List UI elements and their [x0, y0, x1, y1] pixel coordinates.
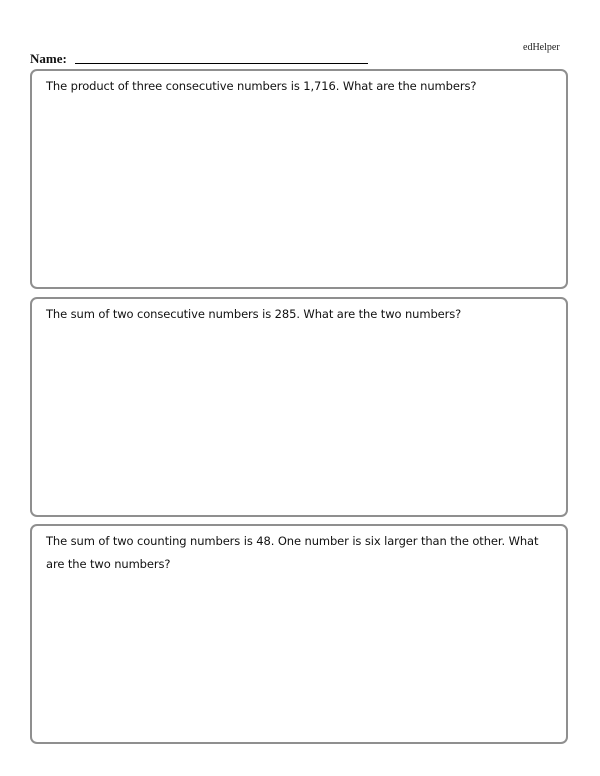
problem-box-3[interactable]	[30, 524, 568, 744]
brand-label: edHelper	[523, 42, 560, 53]
name-label: Name:	[30, 51, 67, 66]
problem-box-1[interactable]	[30, 69, 568, 289]
problem-box-2[interactable]	[30, 297, 568, 517]
problem-text-2: The sum of two consecutive numbers is 285. What are the two numbers?	[46, 307, 462, 321]
problem-text-3: The sum of two counting numbers is 48. One number is six larger than the other. What are the two numbers?	[46, 534, 539, 571]
name-input-line[interactable]	[75, 63, 368, 64]
name-field-row	[30, 52, 370, 68]
problem-text-1: The product of three consecutive numbers is 1,716. What are the numbers?	[46, 79, 477, 93]
